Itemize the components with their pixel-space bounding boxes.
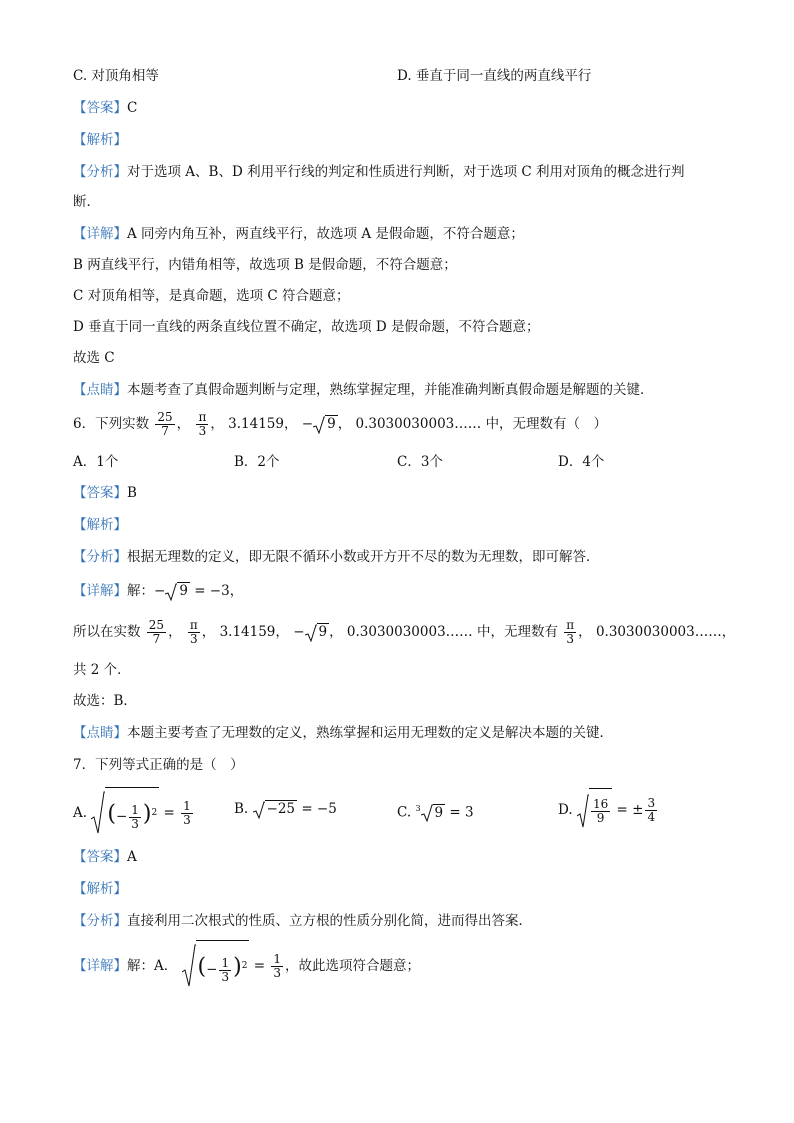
q5-analysis-label: 【解析】 [73, 132, 127, 148]
q6-answer: 【答案】B [73, 485, 137, 501]
sqrt-sign [577, 794, 589, 828]
sqrt-sign [253, 801, 265, 819]
q6-analysis-label: 【解析】 [73, 517, 127, 533]
q7-option-c: C. $^3$ 9 = 3 [397, 804, 474, 821]
q7-option-b: B. −25 = −5 [234, 801, 337, 817]
q6-option-d: D．4个 [558, 454, 605, 470]
sqrt-sign [182, 944, 196, 988]
q6-stem: 6．下列实数 $\frac{25}{7}$ ， $\frac{\pi}{3}$ ， 3.14159， − 9 ， 0.3030030003…… 中，无理数有（ ） [73, 410, 608, 438]
fraction-pi-3: $\frac{\pi}{3}$ [198, 410, 207, 438]
answer-label: 【答案】 [73, 100, 127, 116]
answer-value: C [127, 100, 138, 116]
q5-detail-3: C 对顶角相等，是真命题，选项 C 符合题意； [73, 288, 350, 304]
q6-dianjing: 【点睛】本题主要考查了无理数的定义，熟练掌握和运用无理数的定义是解决本题的关键． [73, 725, 613, 741]
q7-fenxi: 【分析】直接利用二次根式的性质、立方根的性质分别化简，进而得出答案． [73, 913, 532, 929]
q5-answer [73, 98, 137, 118]
q7-option-a: A. (− $\frac{1}{3}$ )$^2$ = $\frac{1}{3}$ [73, 787, 195, 840]
q7-detail: 【详解】解：A． (− $\frac{1}{3}$ )$^2$ = $\frac{1}{3}$ ，故此选项符合题意； [73, 940, 420, 993]
q6-so-line: 所以在实数 $\frac{25}{7}$ ， $\frac{\pi}{3}$ ， 3.14159， − 9 ， 0.3030030003…… 中，无理数有 $\frac{\pi}{3}$ ， 0.3030030003……， [73, 618, 736, 646]
q6-option-a: A．1个 [73, 454, 119, 470]
q6-total: 共 2 个． [73, 662, 131, 678]
q5-fenxi: 【分析】对于选项 A、B、D 利用平行线的判定和性质进行判断，对于选项 C 利用对顶角的概念进行判 [73, 164, 685, 180]
q6-fenxi: 【分析】根据无理数的定义，即无限不循环小数或开方开不尽的数为无理数，即可解答． [73, 549, 600, 565]
q5-detail-4: D 垂直于同一直线的两条直线位置不确定，故选项 D 是假命题，不符合题意； [73, 319, 540, 335]
q5-detail-2: B 两直线平行，内错角相等，故选项 B 是假命题，不符合题意； [73, 257, 457, 273]
sqrt-sign [305, 624, 317, 642]
fraction-25-7: $\frac{25}{7}$ [157, 410, 173, 438]
q6-option-b: B．2个 [234, 454, 280, 470]
sqrt-sign [165, 583, 177, 601]
q7-analysis-label: 【解析】 [73, 881, 127, 897]
sqrt-sign [313, 416, 325, 434]
sqrt-sign [91, 791, 105, 835]
q5-fenxi-cont: 断． [73, 194, 100, 210]
q5-dianjing: 【点睛】本题考查了真假命题判断与定理，熟练掌握定理，并能准确判断真假命题是解题的关键． [73, 382, 654, 398]
q5-option-d: D. 垂直于同一直线的两直线平行 [397, 68, 592, 84]
cube-root-sign [421, 804, 433, 822]
q6-detail: 【详解】解：− 9 = −3， [73, 583, 244, 599]
q6-choose: 故选：B． [73, 693, 137, 709]
q5-detail-1: 【详解】A 同旁内角互补，两直线平行，故选项 A 是假命题，不符合题意； [73, 226, 524, 242]
q5-choose: 故选 C [73, 350, 115, 366]
q7-answer: 【答案】A [73, 849, 137, 865]
q5-option-c: C. 对顶角相等 [73, 68, 159, 84]
q6-option-c: C．3个 [397, 454, 443, 470]
q7-stem: 7．下列等式正确的是（ ） [73, 757, 244, 773]
q7-option-d: D. $\frac{16}{9}$ = ± $\frac{3}{4}$ [558, 788, 659, 833]
